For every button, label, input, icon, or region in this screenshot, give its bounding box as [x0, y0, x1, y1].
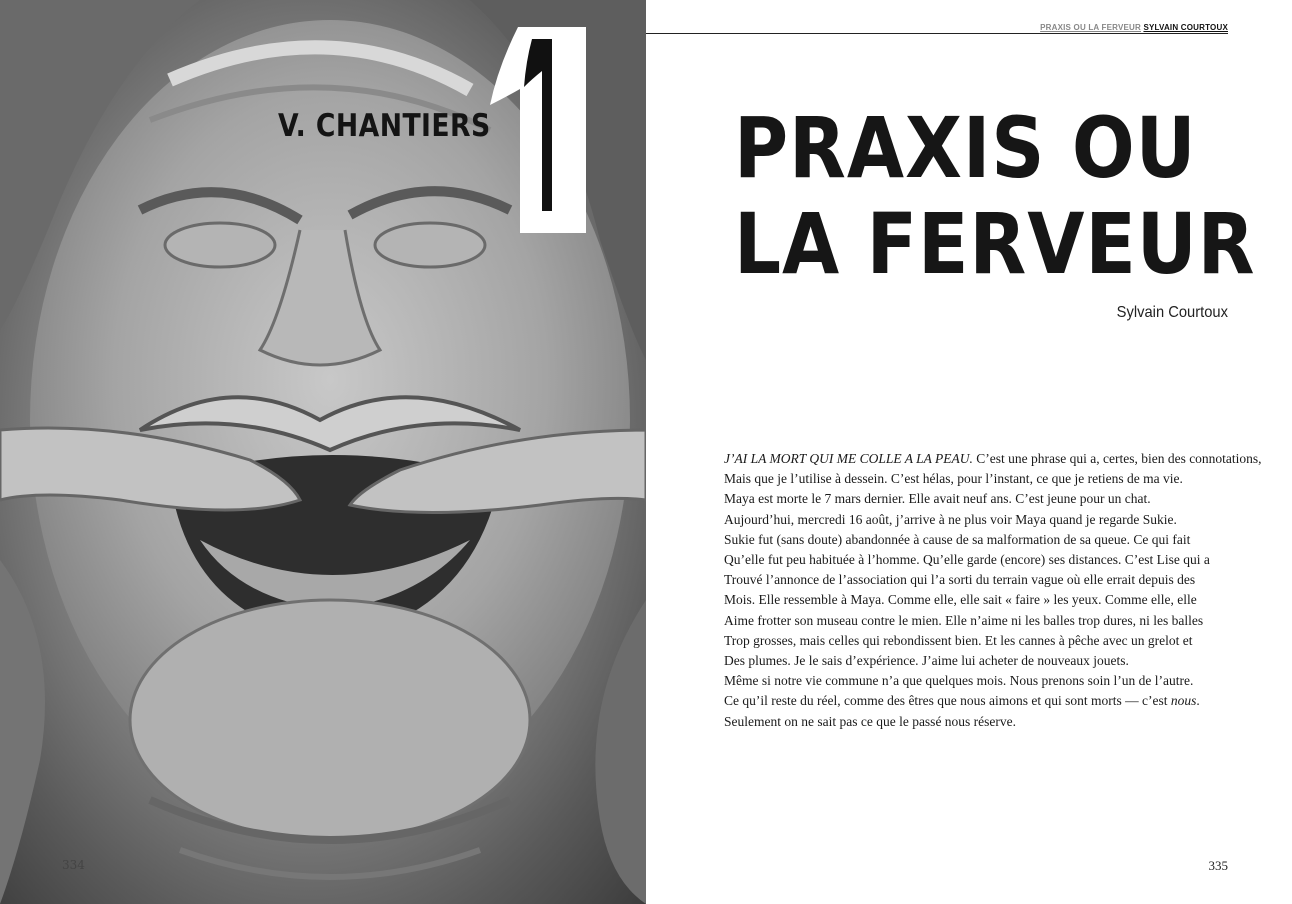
running-header-author: SYLVAIN COURTOUX	[1143, 23, 1228, 32]
body-line: Des plumes. Je le sais d’expérience. J’aime lui acheter de nouveaux jouets.	[724, 653, 1129, 669]
body-line-1-rest: C’est une phrase qui a, certes, bien des connotations,	[972, 451, 1262, 466]
title-line-1: PRAXIS OU	[734, 99, 1197, 197]
emphasis-nous: nous	[1170, 693, 1197, 709]
lead-phrase: J’AI LA MORT QUI ME COLLE A LA PEAU.	[724, 451, 973, 466]
title-line-2: LA FERVEUR	[734, 195, 1256, 293]
body-line: Qu’elle fut peu habituée à l’homme. Qu’elle garde (encore) ses distances. C’est Lise qui a	[724, 552, 1210, 568]
body-line: Trouvé l’annonce de l’association qui l’a sorti du terrain vague où elle errait depuis des	[724, 572, 1196, 588]
penultimate-start: Ce qu’il reste du réel, comme des êtres que nous aimons et qui sont morts — c’est	[724, 693, 1171, 709]
header-rule	[646, 33, 1228, 34]
article-body	[724, 449, 1262, 732]
body-line: Trop grosses, mais celles qui rebondissent bien. Et les cannes à pêche avec un grelot et	[724, 632, 1193, 648]
body-line: Même si notre vie commune n’a que quelques mois. Nous prenons soin l’un de l’autre.	[724, 673, 1194, 689]
right-page	[646, 0, 1292, 904]
body-line	[724, 691, 1228, 711]
section-title: V. CHANTIERS	[278, 108, 491, 144]
body-line: Aime frotter son museau contre le mien. Elle n’aime ni les balles trop dures, ni les balles	[724, 612, 1204, 628]
running-header	[1040, 23, 1228, 32]
body-line: Sukie fut (sans doute) abandonnée à cause de sa malformation de sa queue. Ce qui fait	[724, 531, 1191, 547]
body-line: Aujourd’hui, mercredi 16 août, j’arrive à ne plus voir Maya quand je regarde Sukie.	[724, 511, 1177, 527]
chapter-number	[490, 27, 590, 237]
author-name: Sylvain Courtoux	[1116, 304, 1228, 321]
body-line: Seulement on ne sait pas ce que le passé nous réserve.	[724, 713, 1017, 729]
page-number-right: 335	[1208, 858, 1228, 873]
penultimate-end: .	[1196, 693, 1200, 709]
body-line	[724, 449, 1262, 469]
body-line: Maya est morte le 7 mars dernier. Elle avait neuf ans. C’est jeune pour un chat.	[724, 491, 1151, 507]
body-line: Mais que je l’utilise à dessein. C’est hélas, pour l’instant, ce que je retiens de ma vie.	[724, 471, 1183, 487]
running-header-title: PRAXIS OU LA FERVEUR	[1040, 23, 1142, 32]
page-number-left: 334	[62, 858, 85, 872]
article-title	[734, 100, 1255, 292]
body-line: Mois. Elle ressemble à Maya. Comme elle, elle sait « faire » les yeux. Comme elle, elle	[724, 592, 1197, 608]
